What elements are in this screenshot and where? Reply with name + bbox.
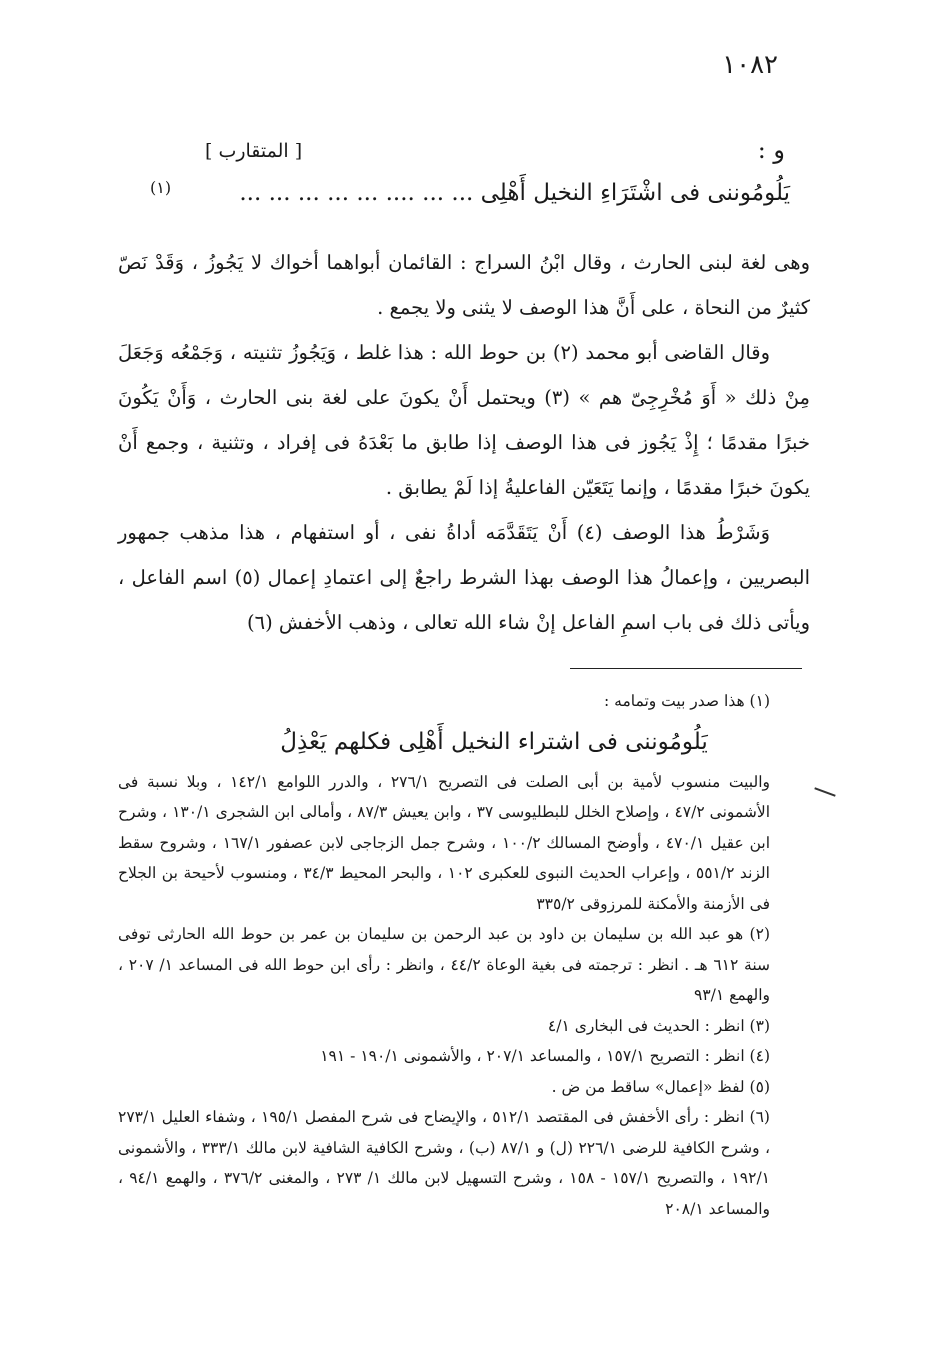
footnote-3: (٣) انظر : الحديث فى البخارى ٤/١ bbox=[547, 1016, 770, 1035]
paragraph-2: وقال القاضى أبو محمد (٢) بن حوط الله : هذا غلط ، وَيَجُوزُ تثنيته ، وَجَمْعُه وَجَعَلَ مِنْ ذلك « أَوَ مُخْرِجِىّ هم » (٣) ويحتمل أَنْ يكونَ على لغة بنى الحارث ، وَأَنْ يَكُونَ خبرًا مقدمًا ؛ إِذْ يَجُوز فى هذا الوصف إذا طابق ما بَعْدَهُ فى إفراد ، وتثنية ، وجمع أَنْ يكونَ خبرًا مقدمًا ، وإنما يَتَعَيّن الفاعليةُ إذا لَمْ يطابق . bbox=[118, 341, 810, 499]
verse-footnote-reference: (١) bbox=[150, 178, 172, 197]
page-number: ١٠٨٢ bbox=[722, 50, 778, 80]
footnote-5: (٥) لفظ «إعمال» ساقط من ض . bbox=[551, 1077, 770, 1096]
footnote-1-verse: يَلُومُوننى فى اشتراء النخيل أَهْلِى فكلهم يَعْذِلُ bbox=[280, 728, 708, 755]
footnote-4: (٤) انظر : التصريح ١٥٧/١ ، والمساعد ٢٠٧/١ ، والأشمونى ١٩٠/١ - ١٩١ bbox=[320, 1047, 770, 1065]
footnote-1-sources: والبيت منسوب لأمية بن أبى الصلت فى التصريح ٢٧٦/١ ، والدرر اللوامع ١٤٢/١ ، وبلا نسبة فى الأشمونى ٤٧/٢ ، وإصلاح الخلل للبطليوسى ٣٧ ، وابن يعيش ٨٧/٣ ، وأمالى ابن الشجرى ١٣٠/١ ، وشرح ابن عقيل ٤٧٠/١ ، وأوضح المسالك ١٠٠/٢ ، وشرح جمل الزجاجى لابن عصفور ١٦٧/١ ، وشروح سقط الزند ٥٥١/٢ ، وإعراب الحديث النبوى للعكبرى ١٠٢ ، والبحر المحيط ٣٤/٣ ، ومنسوب لأحيحة بن الجلاح فى الأزمنة والأمكنة للمرزوقى ٣٣٥/٢ bbox=[118, 772, 771, 913]
scan-mark bbox=[814, 787, 835, 796]
footnote-6: (٦) انظر : رأى الأخفش فى المقتصد ٥١٢/١ ، والإيضاح فى شرح المفصل ١٩٥/١ ، وشفاء العليل ٢٧٣/١ ، وشرح الكافية للرضى ٢٢٦/١ (ل) و ٨٧/١ (ب) ، وشرح الكافية الشافية لابن مالك ٣٣٣/١ ، والأشمونى ١٩٢/١ ، والتصريح ١٥٧/١ - ١٥٨ ، وشرح التسهيل لابن مالك ١/ ٢٧٣ ، والمغنى ٣٧٦/٢ ، والهمع ٩٤/١ ، والمساعد ٢٠٨/١ bbox=[118, 1108, 771, 1218]
footnote-2: (٢) هو عبد الله بن سليمان بن داود بن عبد الرحمن بن سليمان بن عمر بن حوط الله الحارثى توفى سنة ٦١٢ هـ . انظر : ترجمته فى بغية الوعاة ٤٤/٢ ، وانظر : رأى ابن حوط الله فى المساعد ١/ ٢٠٧ ، والهمع ٩٣/١ bbox=[118, 925, 770, 1004]
footnote-1-intro: (١) هذا صدر بيت وتمامه : bbox=[604, 692, 770, 710]
verse-intro: و : bbox=[757, 136, 785, 164]
poetry-verse: يَلُومُوننى فى اشْتَرَاءِ النخيل أَهْلِى ... ... .... ... ... ... ... ... bbox=[239, 180, 790, 206]
footnote-separator bbox=[570, 668, 802, 669]
poetic-meter-label: [ المتقارب ] bbox=[205, 140, 303, 162]
footnotes bbox=[118, 686, 810, 1224]
main-text bbox=[118, 240, 810, 645]
paragraph-3: وَشَرْطُ هذا الوصف (٤) أَنْ يَتَقَدَّمَه أداةُ نفى ، أو استفهام ، هذا مذهب جمهور البصريين ، وإعمالُ هذا الوصف بهذا الشرط راجعٌ إلى اعتمادِ إعمال (٥) اسم الفاعل ، ويأتى ذلك فى باب اسمِ الفاعل إنْ شاء الله تعالى ، وذهب الأخفش (٦) bbox=[118, 521, 810, 634]
paragraph-1: وهى لغة لبنى الحارث ، وقال ابْنُ السراج : القائمان أبواهما أخواك لا يَجُوزُ ، وَقَدْ نَصّ كثيرٌ من النحاة ، على أَنَّ هذا الوصف لا يثنى ولا يجمع . bbox=[118, 251, 810, 319]
